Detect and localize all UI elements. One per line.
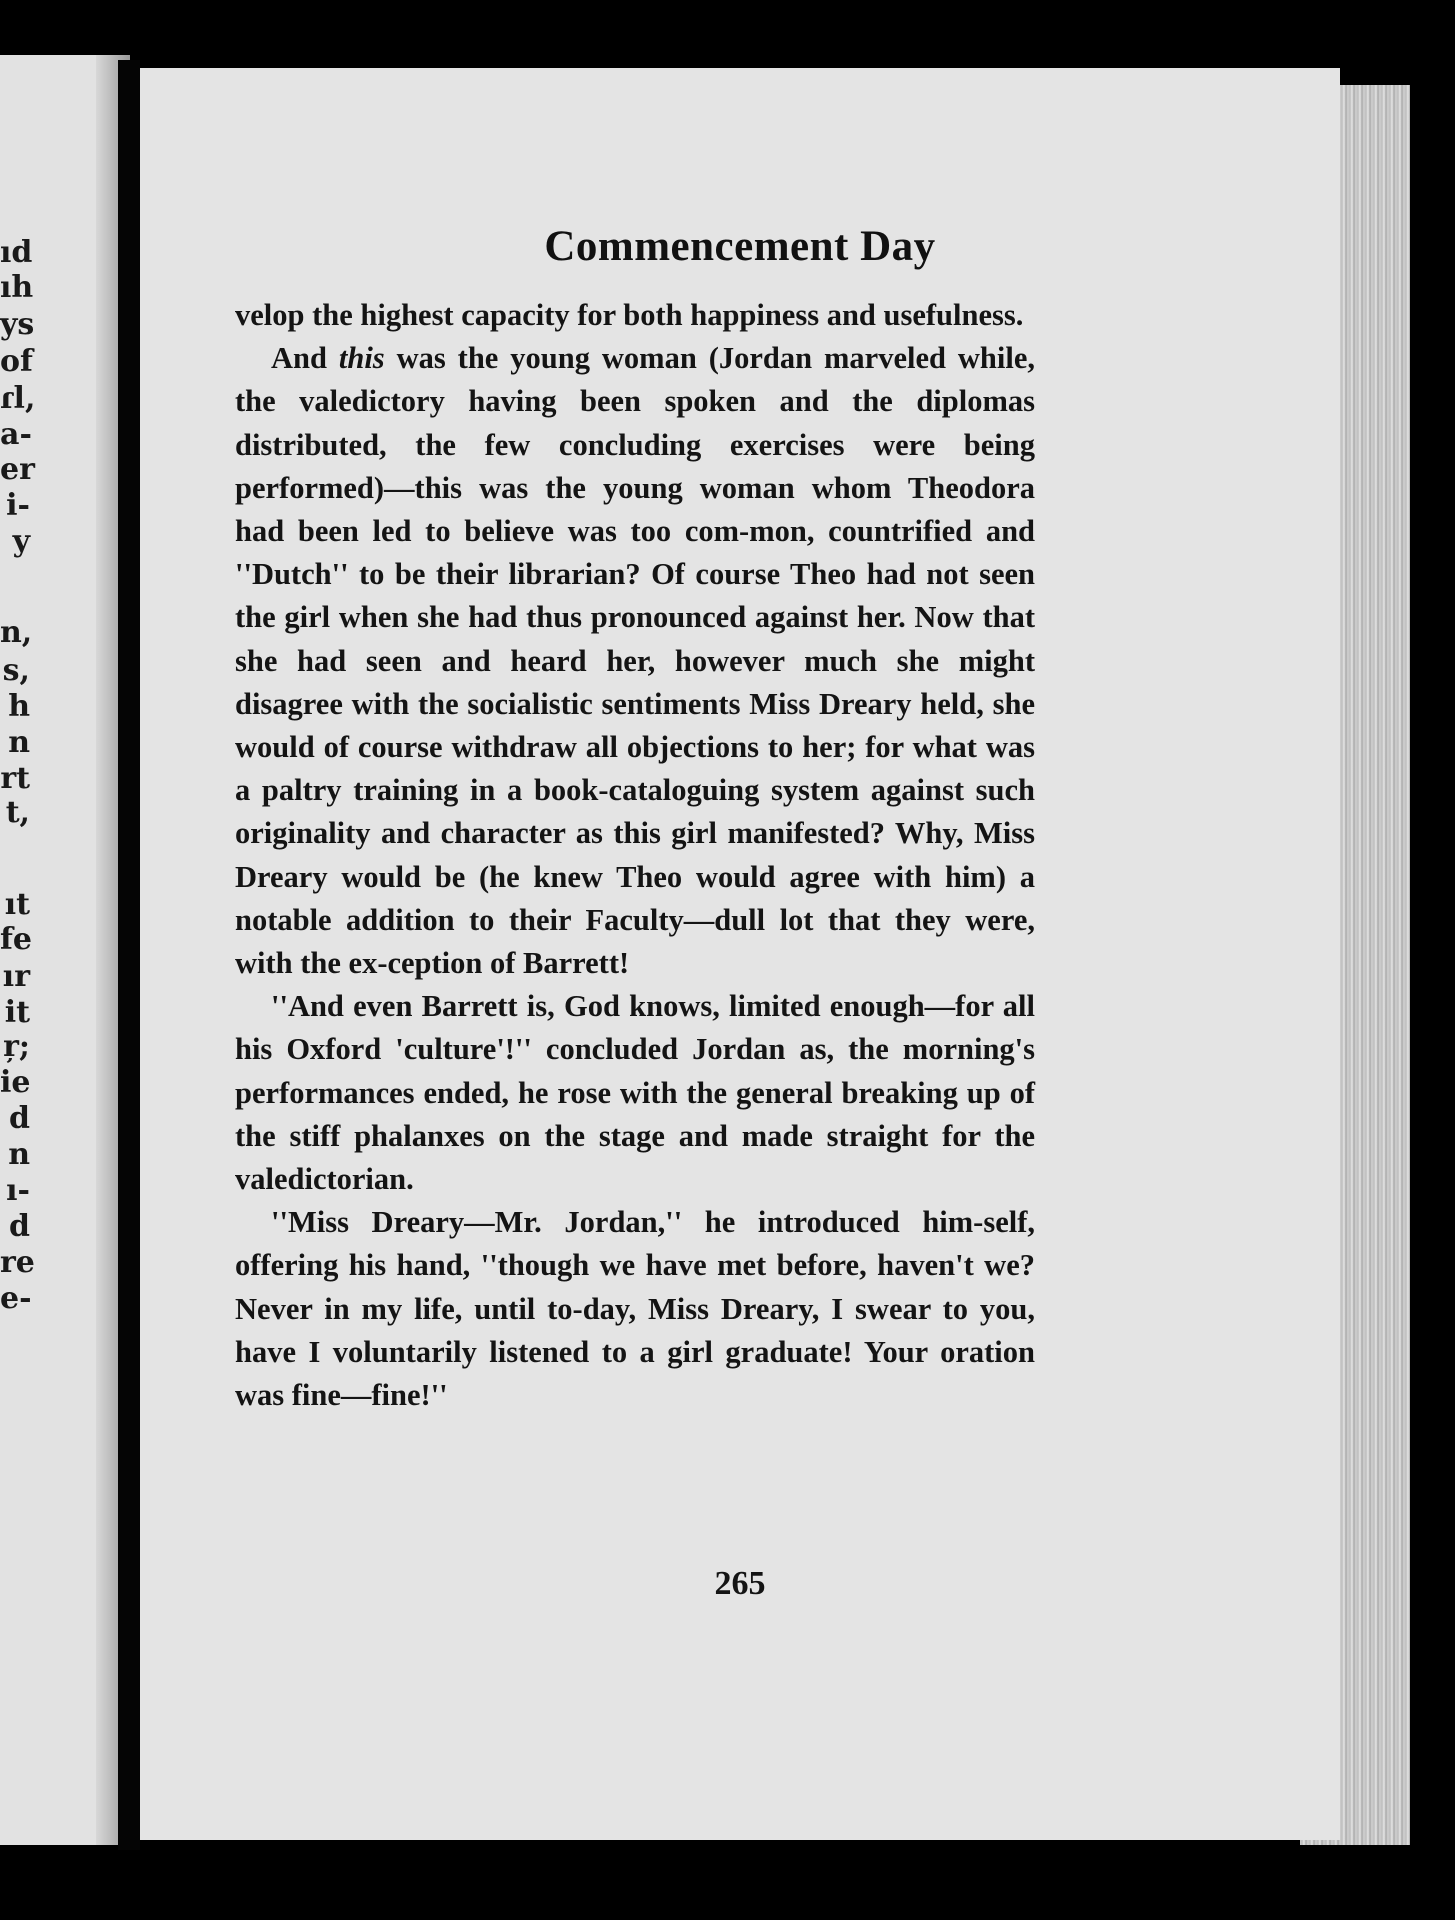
book-page — [140, 68, 1340, 1840]
left-page-fragment: d — [9, 1209, 30, 1244]
paragraph-1-text: velop the highest capacity for both happiness and usefulness. — [235, 298, 1024, 332]
left-page-fragment: e- — [0, 1281, 32, 1316]
left-page-fragment: n, — [0, 615, 33, 650]
left-page-fragment: ı- — [6, 1173, 30, 1208]
left-page-fragment: ɾl, — [0, 381, 36, 416]
left-page-fragment: fe — [0, 922, 32, 957]
left-page-fragment: ys — [0, 307, 35, 342]
left-page-fragment: ıt — [4, 887, 30, 922]
left-page-fragment: ıd — [0, 235, 33, 270]
paragraph-3 — [235, 985, 1035, 1201]
paragraph-2-text: was the young woman (Jordan marveled while, the valedictory having been spoken and the diplomas distributed, the few concluding exercises were being performed)—this was the young woman whom Theodora had been led to believe was too com-mon, countrified and ''Dutch'' to be their librarian? Of course Theo had not seen the girl when she had thus pronounced against her. Now that she had seen and heard her, however much she might disagree with the socialistic sentiments Miss Dreary held, she would of course withdraw all objections to her; for what was a paltry training in a book-cataloguing system against such originality and character as this girl manifested? Why, Miss Dreary would be (he knew Theo would agree with him) a notable addition to their Faculty—dull lot that they were, with the ex-ception of Barrett! — [235, 341, 1036, 981]
left-page-fragment: a- — [0, 417, 32, 452]
left-page-fragment: i- — [6, 488, 30, 523]
left-page-fragment: s, — [2, 653, 30, 688]
left-page-fragment: n — [8, 725, 30, 760]
left-page-fragment: of — [0, 344, 33, 379]
left-page-fragment: h — [8, 689, 30, 724]
left-page-fragment: ıh — [0, 270, 34, 305]
left-page-fragment: rt — [0, 761, 30, 796]
paragraph-4-text: ''Miss Dreary—Mr. Jordan,'' he introduced him-self, offering his hand, ''though we have met before, haven't we? Never in my life, until to-day, Miss Dreary, I swear to you, have I voluntarily listened to a girl graduate! Your oration was fine—fine!'' — [235, 1205, 1035, 1413]
running-head: Commencement Day — [544, 223, 936, 270]
paragraph-3-text: ''And even Barrett is, God knows, limited enough—for all his Oxford 'culture'!'' concluded Jordan as, the morning's performances ended, he rose with the general breaking up of the stiff phalanxes on the stage and made straight for the valedictorian. — [235, 989, 1035, 1197]
left-page-fragment: ŗ; — [3, 1029, 30, 1064]
paragraph-2-lead: And — [271, 341, 339, 376]
paragraph-4 — [235, 1201, 1035, 1417]
paragraph-1 — [235, 294, 1035, 337]
paragraph-2 — [235, 337, 1035, 985]
left-page-fragment: er — [0, 452, 35, 487]
left-page-fragment: d — [9, 1101, 30, 1136]
left-page-fragment: y — [12, 524, 30, 559]
left-page-fragment: ie — [0, 1065, 31, 1100]
left-page-fragment: n — [8, 1137, 30, 1172]
book-spine — [118, 60, 140, 1850]
left-facing-page — [0, 55, 130, 1845]
body-text — [235, 294, 1035, 1417]
left-page-fragment: t, — [5, 795, 30, 830]
page-number: 265 — [714, 1565, 766, 1602]
left-page-fragment: it — [4, 995, 30, 1030]
left-page-fragment: re — [0, 1245, 35, 1280]
left-page-fragment: ır — [2, 959, 30, 994]
emphasis-this: this — [338, 341, 385, 376]
